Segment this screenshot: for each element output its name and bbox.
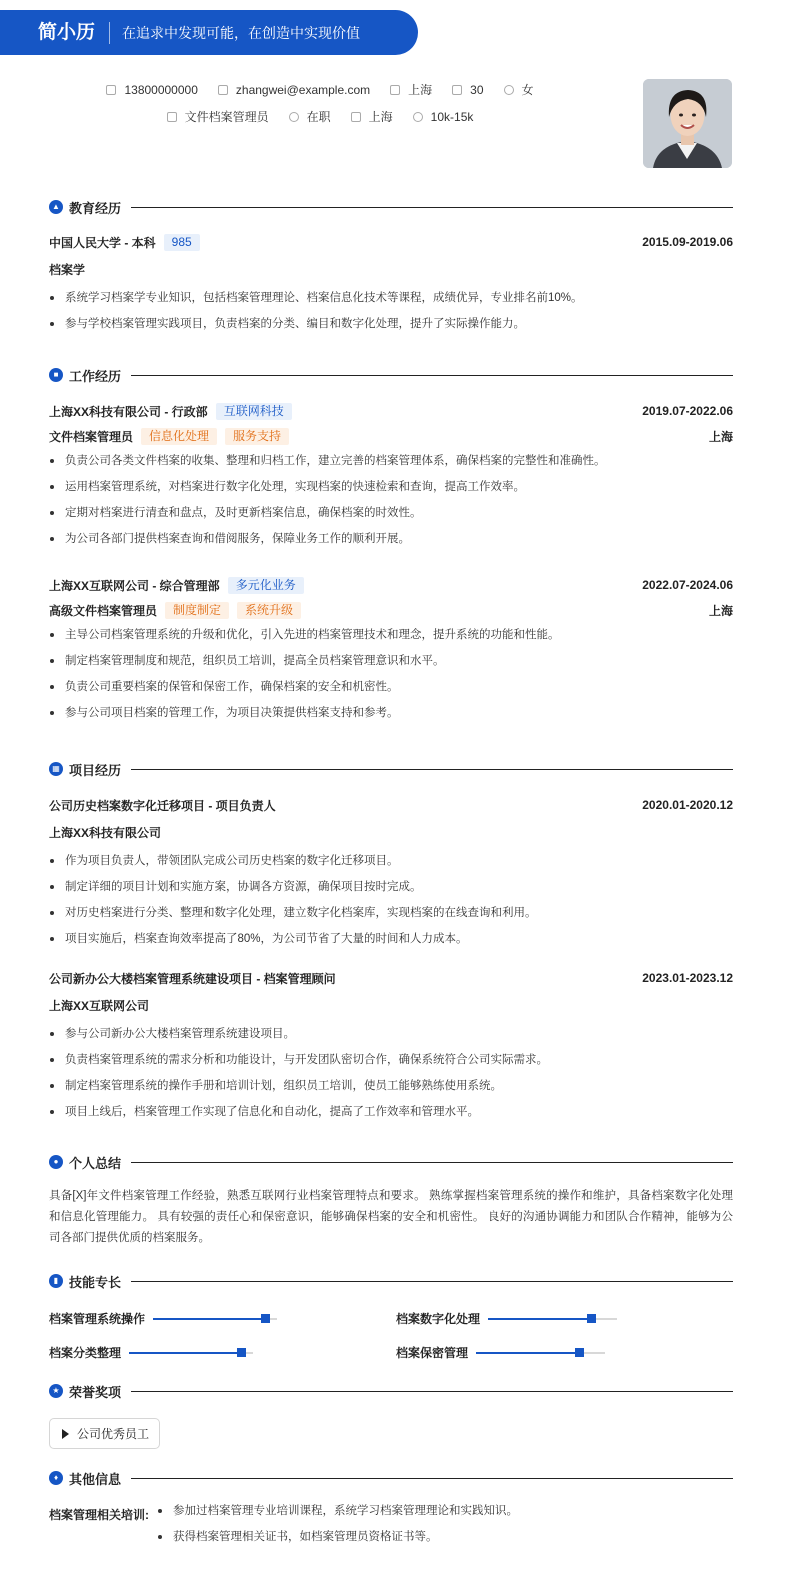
expect-city: 上海 xyxy=(368,110,393,124)
job-status: 在职 xyxy=(306,110,331,124)
gender-icon xyxy=(504,85,514,95)
skill-item xyxy=(49,1310,277,1327)
role-tag: 信息化处理 xyxy=(141,428,217,445)
role-tag: 服务支持 xyxy=(225,428,289,445)
project-date: 2023.01-2023.12 xyxy=(642,971,733,985)
phone: 13800000000 xyxy=(124,82,198,97)
work-date: 2022.07-2024.06 xyxy=(642,578,733,592)
awards-section xyxy=(49,1381,733,1401)
person-icon: ♦ xyxy=(49,1471,63,1485)
list-item: 制定档案管理系统的操作手册和培训计划，组织员工培训，使员工能够熟练使用系统。 xyxy=(49,1073,733,1099)
role-tag: 系统升级 xyxy=(237,602,301,619)
project-name: 公司新办公大楼档案管理系统建设项目 - 档案管理顾问 xyxy=(49,971,336,986)
skill-bar xyxy=(153,1318,277,1320)
skill-name: 档案保密管理 xyxy=(396,1346,469,1360)
project-entry xyxy=(49,968,733,1125)
school-tag: 985 xyxy=(164,234,200,251)
salary-icon xyxy=(413,112,423,122)
skill-name: 档案数字化处理 xyxy=(396,1312,481,1326)
section-title: 荣誉奖项 xyxy=(69,1384,122,1400)
list-item: 项目实施后，档案查询效率提高了80%，为公司节省了大量的时间和人力成本。 xyxy=(49,926,733,952)
other-section xyxy=(49,1468,733,1488)
summary-section xyxy=(49,1152,733,1172)
role-tag: 制度制定 xyxy=(165,602,229,619)
award-item[interactable] xyxy=(49,1418,160,1449)
list-item: 作为项目负责人，带领团队完成公司历史档案的数字化迁移项目。 xyxy=(49,848,733,874)
skill-bar xyxy=(488,1318,617,1320)
project-org: 上海XX互联网公司 xyxy=(49,999,150,1013)
other-label: 档案管理相关培训: xyxy=(49,1508,149,1522)
work-city: 上海 xyxy=(708,603,733,618)
work-city: 上海 xyxy=(708,429,733,444)
list-item: 参加过档案管理专业培训课程，系统学习档案管理理论和实践知识。 xyxy=(157,1498,518,1524)
contact-row-2 xyxy=(0,108,640,125)
company: 上海XX互联网公司 - 综合管理部 xyxy=(49,578,220,593)
section-title: 教育经历 xyxy=(69,200,122,216)
role: 高级文件档案管理员 xyxy=(49,603,158,618)
slogan: 在追求中发现可能，在创造中实现价值 xyxy=(122,24,361,41)
section-title: 工作经历 xyxy=(69,368,122,384)
list-item: 制定详细的项目计划和实施方案，协调各方资源，确保项目按时完成。 xyxy=(49,874,733,900)
summary-text: 具备[X]年文件档案管理工作经验，熟悉互联网行业档案管理特点和要求。 熟练掌握档案管理系统的操作和维护，具备档案数字化处理和信息化管理能力。 具有较强的责任心和保密意识，能够确保档案的安全和机密性。 良好的沟通协调能力和团队合作精神，能够为公司各部门提供优质的档案服务。 xyxy=(49,1190,733,1244)
project-org: 上海XX科技有限公司 xyxy=(49,826,162,840)
list-item: 定期对档案进行清查和盘点，及时更新档案信息，确保档案的时效性。 xyxy=(49,500,733,526)
school: 中国人民大学 - 本科 xyxy=(49,235,156,250)
company: 上海XX科技有限公司 - 行政部 xyxy=(49,404,208,419)
medal-icon: ★ xyxy=(49,1384,63,1398)
company-tag: 多元化业务 xyxy=(228,577,304,594)
list-item: 参与公司项目档案的管理工作，为项目决策提供档案支持和参考。 xyxy=(49,700,733,726)
list-item: 对历史档案进行分类、整理和数字化处理，建立数字化档案库，实现档案的在线查询和利用。 xyxy=(49,900,733,926)
skill-item xyxy=(396,1344,605,1361)
project-entry xyxy=(49,795,733,952)
status-icon xyxy=(289,112,299,122)
projects-section xyxy=(49,759,733,779)
job-target: 文件档案管理员 xyxy=(184,110,269,124)
edu-date: 2015.09-2019.06 xyxy=(642,235,733,249)
list-item: 负责公司重要档案的保管和保密工作，确保档案的安全和机密性。 xyxy=(49,674,733,700)
skill-name: 档案管理系统操作 xyxy=(49,1312,146,1326)
list-item: 获得档案管理相关证书，如档案管理员资格证书等。 xyxy=(157,1524,518,1550)
education-section xyxy=(49,197,733,217)
section-title: 技能专长 xyxy=(69,1274,122,1290)
user-icon: ● xyxy=(49,1155,63,1169)
bar-chart-icon: ▮ xyxy=(49,1274,63,1288)
city: 上海 xyxy=(408,83,433,97)
mail-icon xyxy=(218,85,228,95)
project-date: 2020.01-2020.12 xyxy=(642,798,733,812)
avatar xyxy=(643,79,732,168)
skill-item xyxy=(49,1344,253,1361)
graduation-cap-icon: ▲ xyxy=(49,200,63,214)
list-item: 参与学校档案管理实践项目，负责档案的分类、编目和数字化处理，提升了实际操作能力。 xyxy=(49,311,733,337)
award-name: 公司优秀员工 xyxy=(77,1427,150,1441)
education-entry xyxy=(49,232,733,337)
section-title: 个人总结 xyxy=(69,1155,122,1171)
work-entry xyxy=(49,401,733,552)
section-title: 其他信息 xyxy=(69,1471,122,1487)
skill-name: 档案分类整理 xyxy=(49,1346,122,1360)
brand-logo: 简小历 xyxy=(0,22,110,44)
list-item: 为公司各部门提供档案查询和借阅服务，保障业务工作的顺利开展。 xyxy=(49,526,733,552)
major: 档案学 xyxy=(49,263,86,277)
skill-item xyxy=(396,1310,617,1327)
project-name: 公司历史档案数字化迁移项目 - 项目负责人 xyxy=(49,798,276,813)
home-icon xyxy=(390,85,400,95)
email[interactable]: zhangwei@example.com xyxy=(235,82,371,97)
section-title: 项目经历 xyxy=(69,762,122,778)
list-item: 主导公司档案管理系统的升级和优化，引入先进的档案管理技术和理念，提升系统的功能和性能。 xyxy=(49,622,733,648)
header-banner xyxy=(0,10,418,55)
role: 文件档案管理员 xyxy=(49,429,134,444)
company-tag: 互联网科技 xyxy=(216,403,292,420)
building-icon xyxy=(351,112,361,122)
work-section xyxy=(49,365,733,385)
briefcase-icon: ■ xyxy=(49,368,63,382)
list-item: 运用档案管理系统，对档案进行数字化处理，实现档案的快速检索和查询，提高工作效率。 xyxy=(49,474,733,500)
skills-section xyxy=(49,1271,733,1291)
age: 30 xyxy=(470,82,484,97)
work-date: 2019.07-2022.06 xyxy=(642,404,733,418)
cake-icon xyxy=(452,85,462,95)
list-item: 系统学习档案学专业知识，包括档案管理理论、档案信息化技术等课程，成绩优异，专业排名前10%。 xyxy=(49,285,733,311)
play-icon xyxy=(62,1429,69,1439)
list-item: 项目上线后，档案管理工作实现了信息化和自动化，提高了工作效率和管理水平。 xyxy=(49,1099,733,1125)
contact-row-1 xyxy=(0,81,640,98)
grid-icon: ▦ xyxy=(49,762,63,776)
work-entry xyxy=(49,575,733,726)
phone-icon xyxy=(106,85,116,95)
send-icon xyxy=(167,112,177,122)
list-item: 负责档案管理系统的需求分析和功能设计，与开发团队密切合作，确保系统符合公司实际需求。 xyxy=(49,1047,733,1073)
list-item: 参与公司新办公大楼档案管理系统建设项目。 xyxy=(49,1021,733,1047)
list-item: 负责公司各类文件档案的收集、整理和归档工作，建立完善的档案管理体系，确保档案的完整性和准确性。 xyxy=(49,448,733,474)
salary: 10k-15k xyxy=(430,109,474,124)
list-item: 制定档案管理制度和规范，组织员工培训，提高全员档案管理意识和水平。 xyxy=(49,648,733,674)
skill-bar xyxy=(129,1352,253,1354)
gender: 女 xyxy=(521,83,534,97)
skill-bar xyxy=(476,1352,605,1354)
